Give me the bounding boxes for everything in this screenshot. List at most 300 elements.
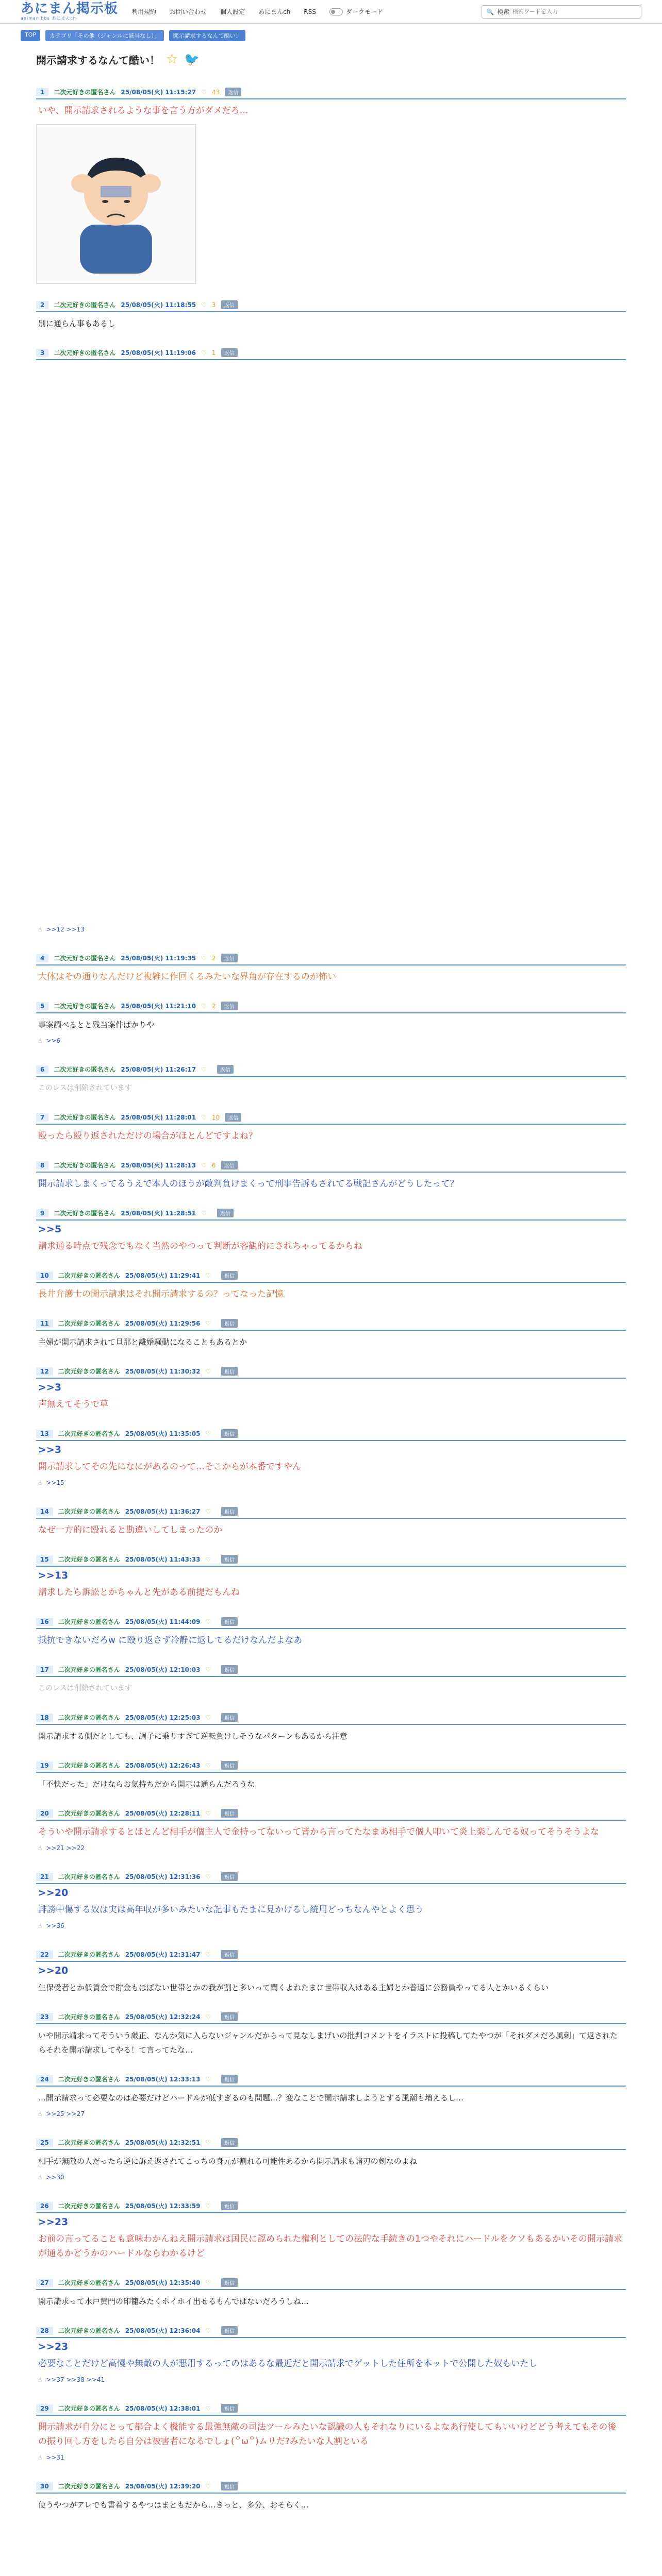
post-item — [36, 1065, 626, 1096]
like-heart-icon[interactable]: ♡ — [205, 1714, 211, 1721]
reply-refs[interactable] — [36, 1918, 626, 1934]
like-count: 43 — [211, 88, 220, 96]
post-number[interactable]: 23 — [36, 2013, 53, 2021]
like-heart-icon[interactable]: ♡ — [205, 1761, 211, 1769]
post-item — [36, 2326, 626, 2387]
reply-button[interactable]: 返信 — [221, 1507, 238, 1516]
post-date: 25/08/05(火) 11:28:13 — [121, 1162, 196, 1169]
post-date: 25/08/05(火) 12:25:03 — [125, 1714, 201, 1721]
post-item — [36, 1555, 626, 1601]
reply-button[interactable]: 返信 — [221, 1950, 238, 1959]
reply-refs[interactable] — [36, 2372, 626, 2387]
reply-button[interactable]: 返信 — [221, 1761, 238, 1770]
reply-refs[interactable] — [36, 1840, 626, 1856]
reply-refs-text[interactable]: >>21 >>22 — [46, 1844, 85, 1852]
pointing-hand-icon: ☝ — [38, 2454, 42, 2461]
poster-name: 二次元好きの匿名さん — [58, 1666, 120, 1673]
post-item — [36, 1161, 626, 1192]
post-number[interactable]: 26 — [36, 2202, 53, 2210]
post-number[interactable]: 20 — [36, 1809, 53, 1818]
post-date: 25/08/05(火) 12:33:13 — [125, 2076, 201, 2083]
like-heart-icon[interactable]: ♡ — [205, 2279, 211, 2286]
post-date: 25/08/05(火) 12:10:03 — [125, 1666, 201, 1673]
nav-terms[interactable]: 利用規約 — [131, 8, 157, 15]
poster-name: 二次元好きの匿名さん — [58, 1430, 120, 1437]
post-item — [36, 1617, 626, 1649]
reply-button[interactable]: 返信 — [225, 88, 241, 96]
post-body: 殴ったら殴り返されただけの場合がほとんどですよね？ — [38, 1131, 257, 1141]
poster-name: 二次元好きの匿名さん — [58, 2483, 120, 2490]
poster-name: 二次元好きの匿名さん — [58, 1810, 120, 1817]
post-header — [36, 300, 626, 312]
poster-name: 二次元好きの匿名さん — [54, 955, 116, 962]
reply-anchor[interactable]: >>5 — [38, 1224, 62, 1235]
poster-name: 二次元好きの匿名さん — [58, 2139, 120, 2146]
post-number[interactable]: 6 — [36, 1065, 48, 1074]
poster-name: 二次元好きの匿名さん — [58, 2013, 120, 2021]
post-date: 25/08/05(火) 12:31:36 — [125, 1873, 201, 1880]
poster-name: 二次元好きの匿名さん — [58, 1508, 120, 1515]
post-body — [36, 360, 626, 365]
post-number[interactable]: 10 — [36, 1272, 53, 1280]
post-number[interactable]: 24 — [36, 2075, 53, 2083]
post-item — [36, 1761, 626, 1792]
like-heart-icon[interactable]: ♡ — [205, 1951, 211, 1958]
post-date: 25/08/05(火) 11:30:32 — [125, 1368, 201, 1375]
reply-refs-text[interactable]: >>36 — [46, 1922, 64, 1929]
post-item — [36, 954, 626, 985]
post-date: 25/08/05(火) 11:29:56 — [125, 1320, 201, 1327]
post-item — [36, 2404, 626, 2465]
post-date: 25/08/05(火) 12:32:24 — [125, 2013, 201, 2021]
logo-text: あにまん掲示板 — [21, 1, 119, 16]
like-heart-icon[interactable]: ♡ — [205, 2075, 211, 2083]
darkmode-toggle-wrap[interactable] — [329, 7, 383, 16]
post-body: 開示請求が自分にとって都合よく機能する最強無敵の司法ツールみたいな認識の人もそれなりにいるよなあ行使してもいいけどどう考えてもその後の振り回し方をしたら自分は被害者になるでしょ(꒪ω꒪)ムリだ?みたいな人割といる — [38, 2422, 617, 2447]
reply-refs-text[interactable]: >>12 >>13 — [46, 926, 85, 933]
reply-anchor[interactable]: >>13 — [38, 1570, 69, 1581]
poster-name: 二次元好きの匿名さん — [54, 1162, 116, 1169]
post-header — [36, 1002, 626, 1013]
post-number[interactable]: 8 — [36, 1161, 48, 1170]
like-heart-icon[interactable]: ♡ — [205, 1809, 211, 1817]
reply-button[interactable]: 返信 — [221, 348, 238, 357]
post-header — [36, 2075, 626, 2087]
reply-button[interactable]: 返信 — [221, 2326, 238, 2335]
post-item — [36, 2075, 626, 2122]
like-heart-icon[interactable]: ♡ — [201, 1002, 207, 1010]
post-header — [36, 1950, 626, 1962]
pointing-hand-icon: ☝ — [38, 1479, 42, 1486]
post-number[interactable]: 28 — [36, 2327, 53, 2335]
post-number[interactable]: 3 — [36, 349, 48, 357]
like-heart-icon[interactable]: ♡ — [205, 2482, 211, 2490]
post-number[interactable]: 12 — [36, 1367, 53, 1376]
poster-name: 二次元好きの匿名さん — [54, 1114, 116, 1121]
post-header — [36, 1065, 626, 1077]
post-date: 25/08/05(火) 12:28:11 — [125, 1810, 201, 1817]
post-date: 25/08/05(火) 11:15:27 — [121, 89, 196, 96]
post-date: 25/08/05(火) 12:31:47 — [125, 1951, 201, 1958]
poster-name: 二次元好きの匿名さん — [54, 349, 116, 357]
reply-button[interactable]: 返信 — [221, 1002, 238, 1010]
like-heart-icon[interactable]: ♡ — [205, 2013, 211, 2021]
reply-button[interactable]: 返信 — [221, 1555, 238, 1564]
reply-button[interactable]: 返信 — [225, 1113, 241, 1122]
darkmode-toggle[interactable] — [329, 8, 343, 15]
reply-anchor[interactable]: >>3 — [38, 1444, 62, 1455]
reply-refs-text[interactable]: >>31 — [46, 2454, 64, 2461]
post-date: 25/08/05(火) 11:28:51 — [121, 1210, 196, 1217]
post-date: 25/08/05(火) 11:29:41 — [125, 1272, 201, 1279]
pointing-hand-icon: ☝ — [38, 2174, 42, 2181]
top-nav — [131, 7, 383, 16]
twitter-share-icon[interactable]: 🐦 — [184, 52, 200, 66]
site-logo[interactable] — [21, 2, 118, 21]
post-item — [36, 1809, 626, 1856]
reply-button[interactable]: 返信 — [221, 1161, 238, 1170]
post-item — [36, 2012, 626, 2058]
post-date: 25/08/05(火) 11:35:05 — [125, 1430, 201, 1437]
post-item — [36, 2482, 626, 2513]
post-item — [36, 1507, 626, 1538]
post-image[interactable] — [36, 124, 196, 284]
post-header — [36, 2012, 626, 2024]
post-item — [36, 300, 626, 332]
post-header — [36, 1809, 626, 1821]
post-number[interactable]: 16 — [36, 1618, 53, 1626]
search-box — [482, 5, 641, 19]
poster-name: 二次元好きの匿名さん — [58, 1951, 120, 1958]
pointing-hand-icon: ☝ — [38, 1037, 42, 1044]
pointing-hand-icon: ☝ — [38, 1844, 42, 1852]
post-header — [36, 1617, 626, 1629]
poster-name: 二次元好きの匿名さん — [58, 1368, 120, 1375]
nav-animanch[interactable]: あにまんch — [258, 8, 291, 15]
like-count: 2 — [211, 954, 216, 962]
post-header — [36, 2482, 626, 2494]
reply-anchor[interactable]: >>3 — [38, 1382, 62, 1393]
post-number[interactable]: 29 — [36, 2404, 53, 2413]
post-body: …開示請求って必要なのは必要だけどハードルが低すぎるのも問題…？変なことで開示請求しようとする風潮も増えるし… — [38, 2093, 464, 2103]
post-header — [36, 88, 626, 99]
post-date: 25/08/05(火) 12:32:51 — [125, 2139, 201, 2146]
post-header — [36, 348, 626, 360]
post-number[interactable]: 21 — [36, 1873, 53, 1881]
reply-refs[interactable] — [36, 2170, 626, 2185]
post-body: 請求通る時点で残念でもなく当然のやつって判断が客観的にされちゃってるからね — [38, 1241, 362, 1251]
post-body: 「不快だった」だけならお気持ちだから開示は通らんだろうな — [38, 1780, 255, 1789]
post-date: 25/08/05(火) 11:21:10 — [121, 1003, 196, 1010]
reply-button[interactable]: 返信 — [221, 1617, 238, 1626]
post-body: このレスは削除されています — [38, 1084, 132, 1092]
post-body: 別に通らん事もあるし — [38, 319, 116, 328]
reply-button[interactable]: 返信 — [221, 2482, 238, 2490]
pointing-hand-icon: ☝ — [38, 2110, 42, 2117]
post-item — [36, 1429, 626, 1490]
post-header — [36, 1507, 626, 1519]
post-date: 25/08/05(火) 12:26:43 — [125, 1762, 201, 1769]
post-number[interactable]: 27 — [36, 2279, 53, 2287]
post-number[interactable]: 30 — [36, 2482, 53, 2490]
post-header — [36, 2278, 626, 2290]
reply-button[interactable]: 返信 — [221, 300, 238, 309]
like-heart-icon[interactable]: ♡ — [205, 2327, 211, 2334]
reply-refs[interactable] — [36, 2450, 626, 2465]
post-body: 開示請求する側だとしても、調子に乗りすぎて逆転負けしそうなパターンもあるから注意 — [38, 1732, 347, 1741]
nav-contact[interactable]: お問い合わせ — [170, 8, 207, 15]
reply-button[interactable]: 返信 — [221, 1367, 238, 1376]
reply-button[interactable]: 返信 — [221, 2404, 238, 2413]
like-count: 10 — [211, 1113, 220, 1121]
post-body: 長井弁護士の開示請求はそれ開示請求するの？ってなった記憶 — [38, 1289, 284, 1299]
reply-button[interactable]: 返信 — [221, 2278, 238, 2287]
like-heart-icon[interactable]: ♡ — [201, 1065, 207, 1073]
like-heart-icon[interactable]: ♡ — [205, 2404, 211, 2412]
post-header — [36, 1319, 626, 1331]
like-heart-icon[interactable]: ♡ — [205, 1555, 211, 1563]
like-count: 3 — [211, 301, 216, 309]
reply-button[interactable]: 返信 — [221, 1429, 238, 1438]
post-body: 誹謗中傷する奴は実は高年収が多いみたいな記事もたまに見かけるし統用どっちなんやとよく思う — [38, 1905, 424, 1915]
post-header — [36, 1761, 626, 1773]
search-icon[interactable]: 🔍 — [486, 8, 494, 15]
post-date: 25/08/05(火) 11:28:01 — [121, 1114, 196, 1121]
post-body: なぜ一方的に殴れると勘違いしてしまったのか — [38, 1525, 222, 1535]
like-count: 6 — [211, 1161, 216, 1169]
post-item — [36, 1872, 626, 1934]
poster-name: 二次元好きの匿名さん — [58, 2405, 120, 2412]
poster-name: 二次元好きの匿名さん — [58, 1873, 120, 1880]
post-item — [36, 1002, 626, 1048]
post-date: 25/08/05(火) 12:36:04 — [125, 2327, 201, 2334]
post-number[interactable]: 18 — [36, 1714, 53, 1722]
post-item — [36, 1367, 626, 1413]
post-list — [0, 88, 662, 2513]
poster-name: 二次元好きの匿名さん — [58, 1320, 120, 1327]
post-body: 事案調べるとと残当案件ばかりや — [38, 1020, 155, 1029]
like-heart-icon[interactable]: ♡ — [205, 2139, 211, 2146]
post-body: 請求したら訴訟とかちゃんと先がある前提だもんね — [38, 1587, 240, 1598]
poster-name: 二次元好きの匿名さん — [58, 1714, 120, 1721]
post-body: このレスは削除されています — [38, 1684, 132, 1692]
reply-anchor[interactable]: >>23 — [38, 2341, 69, 2352]
post-date: 25/08/05(火) 11:36:27 — [125, 1508, 201, 1515]
post-number[interactable]: 13 — [36, 1430, 53, 1438]
like-heart-icon[interactable]: ♡ — [201, 1209, 207, 1217]
poster-name: 二次元好きの匿名さん — [58, 1762, 120, 1769]
post-number[interactable]: 7 — [36, 1113, 48, 1122]
darkmode-label: ダークモード — [345, 8, 383, 15]
post-date: 25/08/05(火) 11:44:09 — [125, 1618, 201, 1625]
search-input[interactable] — [512, 8, 637, 15]
poster-name: 二次元好きの匿名さん — [54, 301, 116, 309]
reply-refs-text[interactable]: >>25 >>27 — [46, 2110, 85, 2117]
post-blank-area — [36, 365, 626, 922]
post-number[interactable]: 1 — [36, 88, 48, 96]
like-heart-icon[interactable]: ♡ — [201, 349, 207, 357]
reply-refs[interactable] — [36, 2106, 626, 2122]
like-heart-icon[interactable]: ♡ — [201, 954, 207, 962]
worried-man-illustration — [52, 134, 180, 274]
post-number[interactable]: 5 — [36, 1002, 48, 1010]
post-body: 使うやつがアレでも書着するやつはまともだから…きっと、多分、おそらく… — [38, 2500, 309, 2510]
post-body: 大体はその通りなんだけど複雑に作回くるみたいな界角が存在するのが怖い — [38, 972, 336, 982]
poster-name: 二次元好きの匿名さん — [58, 1618, 120, 1625]
like-heart-icon[interactable]: ♡ — [205, 1430, 211, 1437]
reply-refs-text[interactable]: >>15 — [46, 1479, 64, 1486]
thread-title: 開示請求するなんて酷い！ — [36, 54, 160, 66]
post-number[interactable]: 4 — [36, 954, 48, 962]
like-heart-icon[interactable]: ♡ — [205, 2202, 211, 2210]
breadcrumb-thread[interactable]: 開示請求するなんて酷い！ — [169, 30, 245, 41]
poster-name: 二次元好きの匿名さん — [54, 1210, 116, 1217]
poster-name: 二次元好きの匿名さん — [58, 1272, 120, 1279]
thread-title-row — [0, 41, 662, 71]
like-heart-icon[interactable]: ♡ — [205, 1873, 211, 1880]
post-body: 主婦が開示請求されて旦那と離婚騒動になることもあるとか — [38, 1337, 247, 1347]
like-heart-icon[interactable]: ♡ — [201, 1113, 207, 1121]
post-header — [36, 1161, 626, 1173]
post-body: いや開示請求ってそういう厳正、なんか気に入らないジャンルだからって見なしまげいの批判コメントをイラストに投稿してたやつが「それダメだろ風刺」て返されたらそれを開示請求してやる！て言ってたな… — [38, 2031, 618, 2055]
post-body: 抵抗できないだろw に殴り返さず冷静に返してるだけなんだよなあ — [38, 1635, 303, 1646]
reply-refs-text[interactable]: >>30 — [46, 2174, 64, 2181]
post-item — [36, 1665, 626, 1697]
like-heart-icon[interactable]: ♡ — [201, 88, 207, 96]
poster-name: 二次元好きの匿名さん — [54, 1003, 116, 1010]
post-number[interactable]: 14 — [36, 1507, 53, 1516]
poster-name: 二次元好きの匿名さん — [54, 1066, 116, 1073]
post-number[interactable]: 11 — [36, 1319, 53, 1328]
reply-refs-text[interactable]: >>37 >>38 >>41 — [46, 2376, 105, 2383]
post-header — [36, 954, 626, 965]
post-date: 25/08/05(火) 11:19:35 — [121, 955, 196, 962]
breadcrumb-top[interactable]: TOP — [21, 30, 40, 41]
search-label: 検索 — [496, 8, 509, 15]
like-heart-icon[interactable]: ♡ — [205, 1367, 211, 1375]
nav-rss[interactable]: RSS — [304, 8, 316, 15]
reply-button[interactable]: 返信 — [221, 954, 238, 962]
reply-refs[interactable] — [36, 922, 626, 937]
like-count: 1 — [211, 349, 216, 357]
post-number[interactable]: 2 — [36, 301, 48, 309]
post-header — [36, 2326, 626, 2338]
like-count: 2 — [211, 1002, 216, 1010]
post-header — [36, 2404, 626, 2416]
post-number[interactable]: 17 — [36, 1666, 53, 1674]
post-header — [36, 2138, 626, 2150]
post-item — [36, 1950, 626, 1996]
post-item — [36, 1113, 626, 1144]
favorite-star-icon[interactable]: ☆ — [166, 52, 178, 67]
post-item — [36, 2278, 626, 2310]
post-item — [36, 348, 626, 937]
post-body: そういや開示請求するとほとんど相手が個主人で金持ってないって皆から言ってたなまあ相手で個人叩いて炎上楽しんでる奴ってそうそうよな — [38, 1827, 599, 1837]
poster-name: 二次元好きの匿名さん — [58, 2279, 120, 2286]
post-header — [36, 1271, 626, 1283]
post-header — [36, 1367, 626, 1379]
poster-name: 二次元好きの匿名さん — [58, 2202, 120, 2210]
reply-button[interactable]: 返信 — [221, 1271, 238, 1280]
post-item — [36, 1713, 626, 1744]
post-header — [36, 1429, 626, 1441]
reply-button[interactable]: 返信 — [221, 2075, 238, 2083]
reply-button[interactable]: 返信 — [221, 2201, 238, 2210]
poster-name: 二次元好きの匿名さん — [54, 89, 116, 96]
post-date: 25/08/05(火) 11:18:55 — [121, 301, 196, 309]
post-number[interactable]: 25 — [36, 2139, 53, 2147]
post-header — [36, 1665, 626, 1677]
poster-name: 二次元好きの匿名さん — [58, 2076, 120, 2083]
reply-anchor[interactable]: >>23 — [38, 2216, 69, 2228]
post-body: いや、開示請求されるような事を言う方がダメだろ… — [38, 106, 249, 116]
post-item — [36, 2201, 626, 2262]
reply-button[interactable]: 返信 — [221, 2012, 238, 2021]
reply-button[interactable]: 返信 — [221, 1713, 238, 1722]
pointing-hand-icon: ☝ — [38, 2376, 42, 2383]
reply-button[interactable]: 返信 — [221, 1809, 238, 1818]
reply-button[interactable]: 返信 — [217, 1209, 234, 1217]
reply-button[interactable]: 返信 — [221, 1872, 238, 1881]
breadcrumb — [0, 24, 662, 41]
post-header — [36, 1209, 626, 1221]
post-date: 25/08/05(火) 12:35:40 — [125, 2279, 201, 2286]
reply-refs[interactable] — [36, 1033, 626, 1048]
post-date: 25/08/05(火) 12:39:20 — [125, 2483, 201, 2490]
post-item — [36, 88, 626, 284]
post-number[interactable]: 15 — [36, 1555, 53, 1564]
post-date: 25/08/05(火) 11:19:06 — [121, 349, 196, 357]
reply-anchor[interactable]: >>20 — [38, 1887, 69, 1899]
post-body: お前の言ってることも意味わかんねえ開示請求は国民に認められた権利としての法的な手続きの1つやそれにハードルをクソもあるかいその開示請求が通るかどうかのハードルならわかるけど — [38, 2234, 622, 2259]
post-header — [36, 1872, 626, 1884]
like-heart-icon[interactable]: ♡ — [205, 1507, 211, 1515]
like-heart-icon[interactable]: ♡ — [201, 1161, 207, 1169]
post-body: 開示請求しまくってるうえで本人のほうが敵判負けまくって刑事告訴もされてる戦記さんがどうしたって？ — [38, 1179, 459, 1189]
reply-button[interactable]: 返信 — [221, 1319, 238, 1328]
reply-button[interactable]: 返信 — [221, 2138, 238, 2147]
reply-refs[interactable] — [36, 1475, 626, 1490]
nav-settings[interactable]: 個人設定 — [220, 8, 245, 15]
post-body: 生保受者とか低賃金で貯金もほぼない世帯とかの我が割と多いって聞くよねたまに世帯収入はある主婦とか普通に公務員やってる人とかいるくらい — [38, 1983, 549, 1992]
like-heart-icon[interactable]: ♡ — [205, 1272, 211, 1279]
post-number[interactable]: 22 — [36, 1951, 53, 1959]
like-heart-icon[interactable]: ♡ — [205, 1666, 211, 1673]
reply-refs-text[interactable]: >>6 — [46, 1037, 61, 1044]
reply-button[interactable]: 返信 — [217, 1065, 234, 1074]
post-body: 声無えてそうで草 — [38, 1399, 108, 1410]
reply-button[interactable]: 返信 — [221, 1665, 238, 1674]
post-item — [36, 2138, 626, 2185]
post-number[interactable]: 9 — [36, 1209, 48, 1217]
post-number[interactable]: 19 — [36, 1761, 53, 1770]
reply-anchor[interactable]: >>20 — [38, 1965, 69, 1976]
post-date: 25/08/05(火) 11:26:17 — [121, 1066, 196, 1073]
pointing-hand-icon: ☝ — [38, 926, 42, 933]
post-header — [36, 1113, 626, 1125]
post-body: 開示請求してその先になにがあるのって…そこからが本番ですやん — [38, 1462, 301, 1472]
post-item — [36, 1209, 626, 1255]
post-body: 開示請求って水戸黄門の印籠みたくホイホイ出せるもんではないだろうしね… — [38, 2297, 309, 2306]
post-header — [36, 1713, 626, 1725]
like-heart-icon[interactable]: ♡ — [201, 301, 207, 309]
post-header — [36, 2201, 626, 2213]
like-heart-icon[interactable]: ♡ — [205, 1618, 211, 1625]
like-heart-icon[interactable]: ♡ — [205, 1319, 211, 1327]
poster-name: 二次元好きの匿名さん — [58, 1556, 120, 1563]
post-item — [36, 1319, 626, 1350]
breadcrumb-category[interactable]: カテゴリ「その他（ジャンルに該当なし）」 — [45, 30, 164, 41]
